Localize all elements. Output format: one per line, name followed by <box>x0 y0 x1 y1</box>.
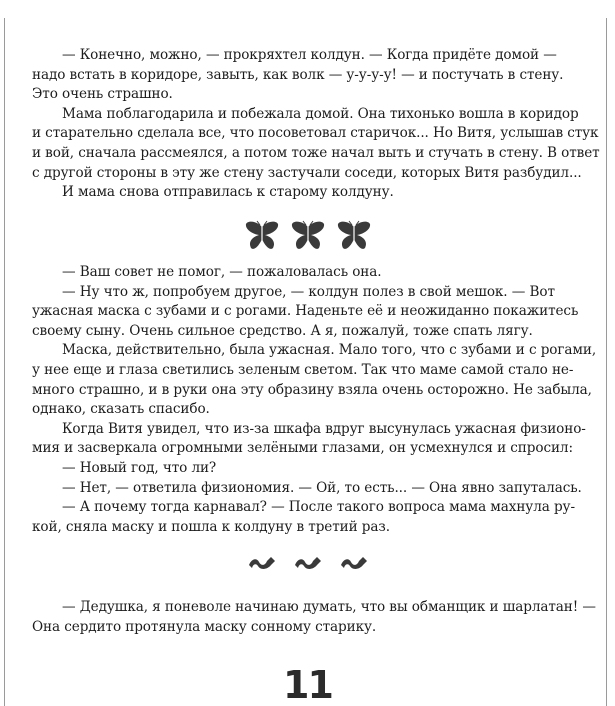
text-line: — Дедушка, я поневоле начинаю думать, что вы обманщик и шарлатан! — <box>62 599 596 615</box>
page-border-left <box>4 18 5 706</box>
text-line: Она сердито протянула маску сонному старику. <box>32 618 377 635</box>
text-line: — Ну что ж, попробуем другое, — колдун полез в свой мешок. — Вот <box>62 283 555 300</box>
text-line: ужасная маска с зубами и с рогами. Наденьте её и неожиданно покажитесь <box>32 303 579 320</box>
butterfly-icon <box>244 220 280 252</box>
text-block-3 <box>32 598 596 637</box>
text-line: — Нет, — ответила физиономия. — Ой, то есть... — Она явно запуталась. <box>62 479 582 496</box>
text-line: Мама поблагодарила и побежала домой. Она тихонько вошла в коридор <box>62 105 579 122</box>
text-line: своему сыну. Очень сильное средство. А я, пожалуй, тоже спать лягу. <box>32 322 533 339</box>
swirl-icon <box>247 553 277 573</box>
text-line: — А почему тогда карнавал? — После такого вопроса мама махнула ру- <box>62 499 575 516</box>
text-line: Это очень страшно. <box>32 86 173 103</box>
text-line: — Ваш совет не помог, — пожаловалась она. <box>62 264 382 280</box>
text-line: и старательно сделала все, что посоветовал старичок... Но Витя, услышав стук <box>32 125 599 142</box>
swirl-icon <box>293 553 323 573</box>
text-block-2 <box>32 263 597 537</box>
text-line: у нее еще и глаза светились зеленым светом. Так что маме самой стало не- <box>32 361 574 378</box>
butterfly-divider <box>0 220 615 252</box>
page-border-right <box>606 18 607 706</box>
text-line: кой, сняла маску и пошла к колдуну в третий раз. <box>32 518 390 535</box>
text-line: Когда Витя увидел, что из-за шкафа вдруг высунулась ужасная физионо- <box>62 420 586 437</box>
text-block-1 <box>32 46 600 203</box>
text-line: с другой стороны в эту же стену застучали соседи, которых Витя разбудил... <box>32 164 582 181</box>
text-line: Маска, действительно, была ужасная. Мало того, что с зубами и с рогами, <box>62 342 597 359</box>
text-line: И мама снова отправилась к старому колдуну. <box>62 184 394 201</box>
swirl-divider <box>0 553 615 573</box>
text-line: надо встать в коридоре, завыть, как волк — у-у-у-у! — и постучать в стену. <box>32 66 564 83</box>
swirl-icon <box>339 553 369 573</box>
page-number: 11 <box>283 664 332 706</box>
text-line: и вой, сначала рассмеялся, а потом тоже начал выть и стучать в стену. В ответ <box>32 144 600 161</box>
text-line: однако, сказать спасибо. <box>32 401 210 418</box>
text-line: — Новый год, что ли? <box>62 459 217 476</box>
butterfly-icon <box>290 220 326 252</box>
text-line: мия и засверкала огромными зелёными глазами, он усмехнулся и спросил: <box>32 440 573 457</box>
butterfly-icon <box>336 220 372 252</box>
text-line: — Конечно, можно, — прокряхтел колдун. — Когда придёте домой — <box>62 47 557 63</box>
text-line: много страшно, и в руки она эту образину взяла очень осторожно. Не забыла, <box>32 381 592 398</box>
